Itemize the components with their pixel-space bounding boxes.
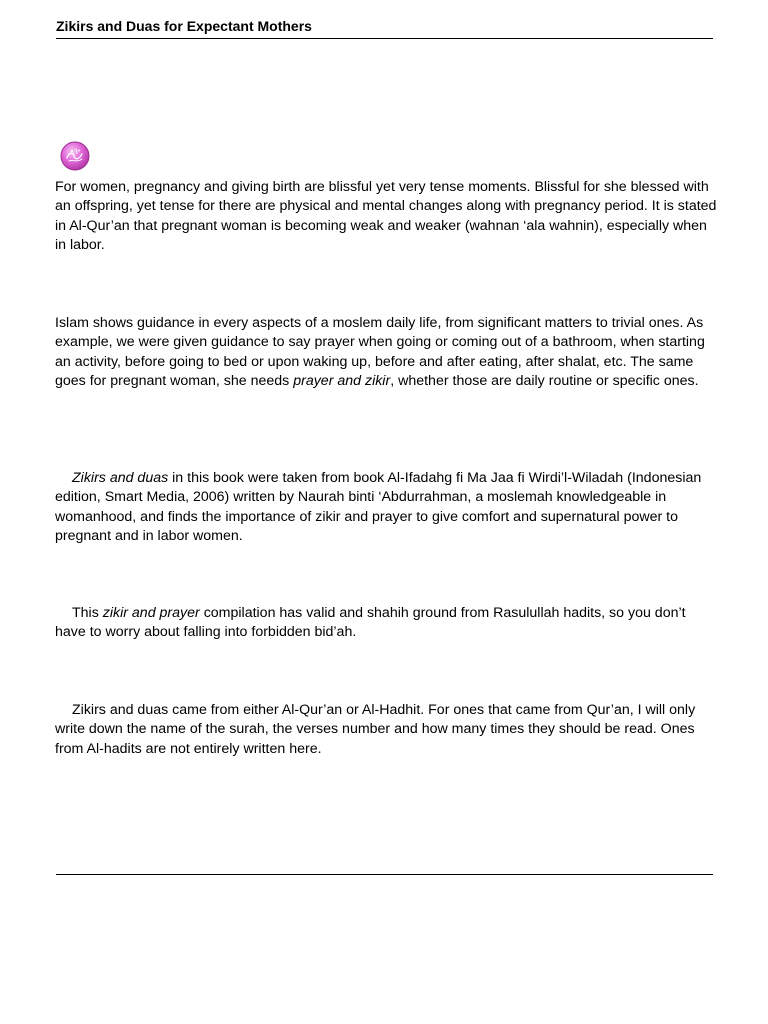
paragraph-validity-emphasis: zikir and prayer (102, 605, 200, 621)
paragraph-intro-text: For women, pregnancy and giving birth are blissful yet very tense moments. Blissful for she blessed with an offspring, yet tense for there are physical and mental changes along with pregnancy period. It is stated in Al-Qur’an that pregnant woman is becoming weak and weaker (wahnan ‘ala wahnin), especially when in labor. (55, 179, 717, 254)
paragraph-validity-after: compilation has valid and shahih ground from Rasulullah hadits, so you don’t have to worry about falling into forbidden bid’ah. (55, 605, 686, 641)
paragraph-guidance-after: , whether those are daily routine or specific ones. (390, 373, 699, 390)
paragraph-guidance (55, 314, 717, 392)
pink-calligraphy-badge-icon (60, 141, 90, 171)
paragraph-guidance-before: Islam shows guidance in every aspects of a moslem daily life, from significant matters to trivial ones. As example, we were given guidance to say prayer when going or coming out of a bathroom, when starting an activity, before going to bed or upon waking up, before and after eating, after shalat, etc. The same goes for pregnant woman, she needs (55, 315, 705, 390)
footer-rule (56, 874, 713, 875)
paragraph-guidance-emphasis: prayer and zikir (293, 373, 391, 390)
paragraph-validity-before: This (72, 605, 103, 621)
paragraph-intro (55, 178, 717, 256)
header-title: Zikirs and Duas for Expectant Mothers (56, 18, 312, 34)
paragraph-origins-text: Zikirs and duas came from either Al-Qur’an or Al-Hadhit. For ones that came from Qur’an, I will only write down the name of the surah, the verses number and how many times they should be read. Ones from Al-hadits are not entirely written here. (55, 702, 696, 757)
page-header (56, 17, 713, 39)
paragraph-validity (55, 604, 717, 643)
paragraph-origins (55, 701, 717, 759)
paragraph-source-emphasis: Zikirs and duas (72, 470, 169, 486)
paragraph-source (55, 469, 717, 547)
paragraph-source-after: in this book were taken from book Al-Ifadahg fi Ma Jaa fi Wirdi’l-Wiladah (Indonesian edition, Smart Media, 2006) written by Naurah binti ‘Abdurrahman, a moslemah knowledgeable in womanhood, and finds the importance of zikir and prayer to give comfort and supernatural power to pregnant and in labor women. (55, 470, 702, 545)
